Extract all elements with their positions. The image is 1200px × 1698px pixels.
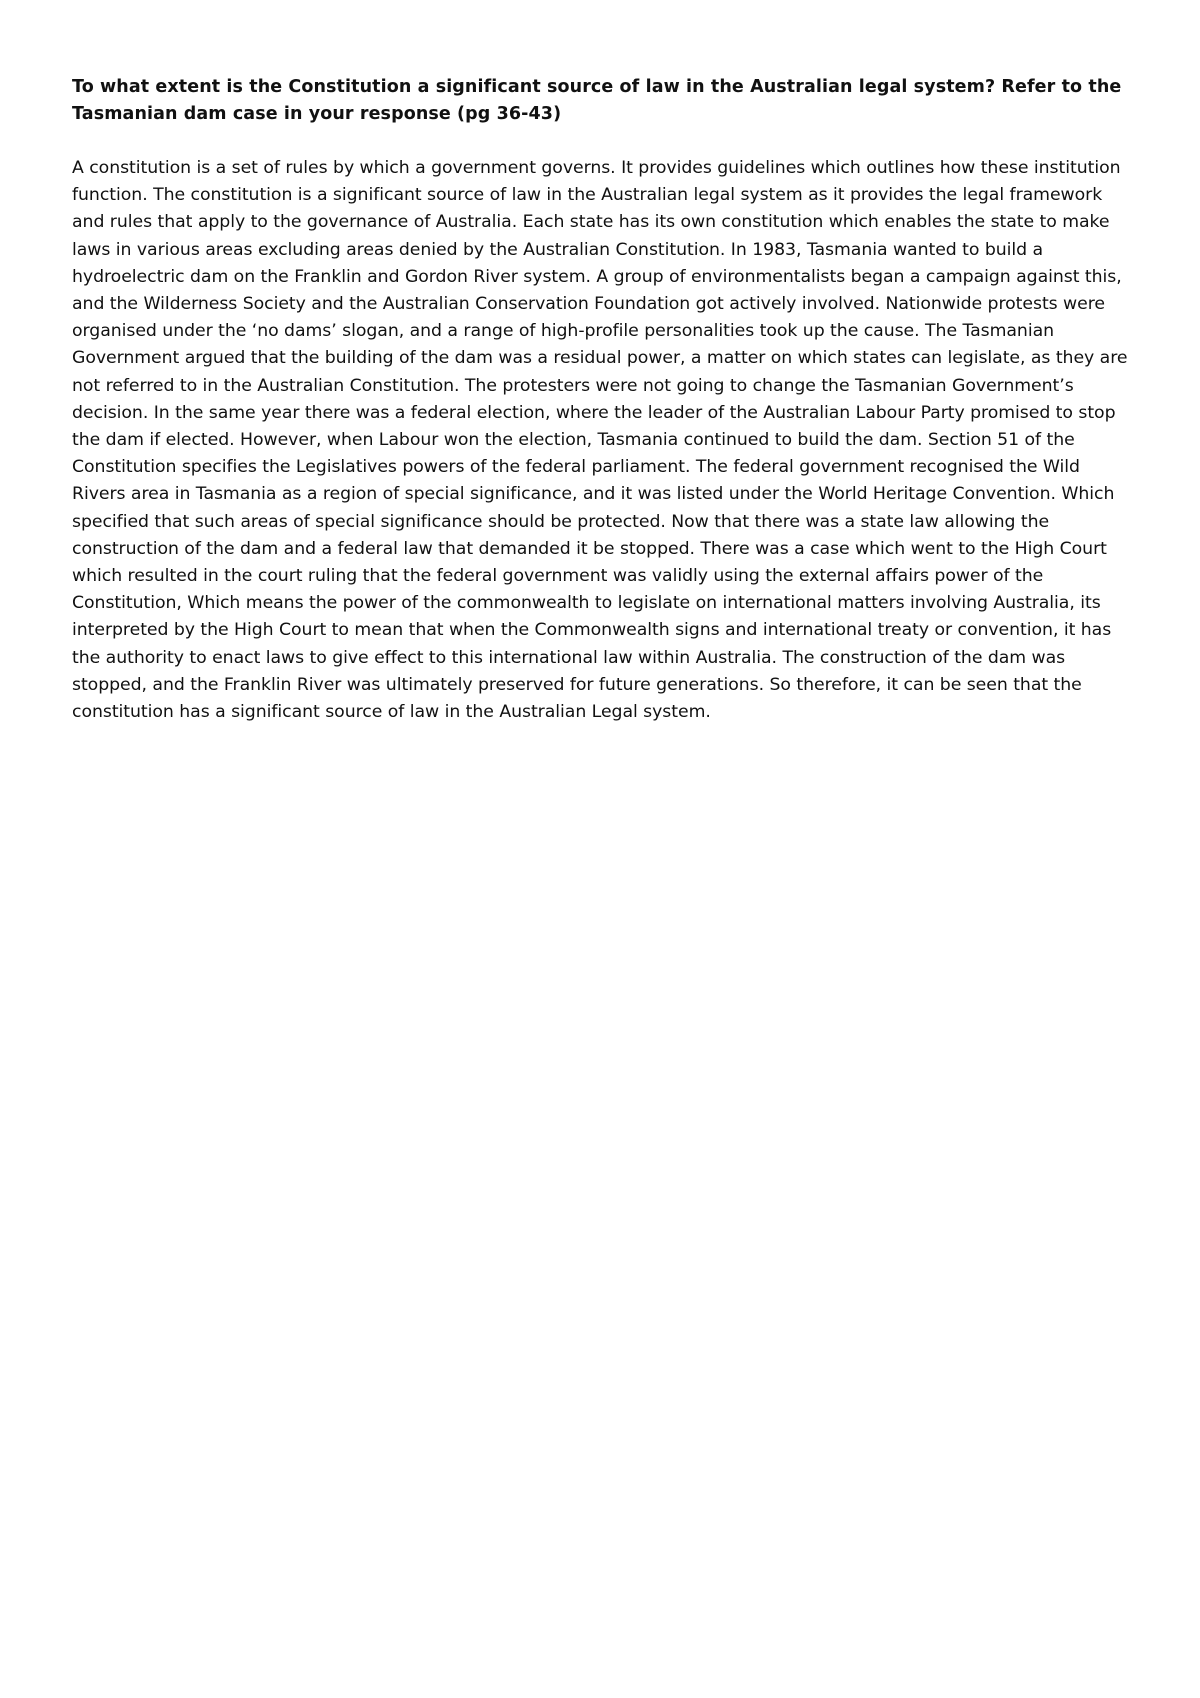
document-body (72, 74, 1136, 726)
essay-question: To what extent is the Constitution a significant source of law in the Australian legal system? Refer to the Tasmanian dam case in your response (pg 36-43) (72, 77, 1122, 124)
essay-answer: A constitution is a set of rules by which a government governs. It provides guidelines which outlines how these institution function. The constitution is a significant source of law in the Australian legal system as it provides the legal framework and rules that apply to the governance of Australia. Each state has its own constitution which enables the state to make laws in various areas excluding areas denied by the Australian Constitution. In 1983, Tasmania wanted to build a hydroelectric dam on the Franklin and Gordon River system. A group of environmentalists began a campaign against this, and the Wilderness Society and the Australian Conservation Foundation got actively involved. Nationwide protests were organised under the ‘no dams’ slogan, and a range of high-profile personalities took up the cause. The Tasmanian Government argued that the building of the dam was a residual power, a matter on which states can legislate, as they are not referred to in the Australian Constitution. The protesters were not going to change the Tasmanian Government’s decision. In the same year there was a federal election, where the leader of the Australian Labour Party promised to stop the dam if elected. However, when Labour won the election, Tasmania continued to build the dam. Section 51 of the Constitution specifies the Legislatives powers of the federal parliament. The federal government recognised the Wild Rivers area in Tasmania as a region of special significance, and it was listed under the World Heritage Convention. Which specified that such areas of special significance should be protected. Now that there was a state law allowing the construction of the dam and a federal law that demanded it be stopped. There was a case which went to the High Court which resulted in the court ruling that the federal government was validly using the external affairs power of the Constitution, Which means the power of the commonwealth to legislate on international matters involving Australia, its interpreted by the High Court to mean that when the Commonwealth signs and international treaty or convention, it has the authority to enact laws to give effect to this international law within Australia. The construction of the dam was stopped, and the Franklin River was ultimately preserved for future generations. So therefore, it can be seen that the constitution has a significant source of law in the Australian Legal system. (72, 158, 1128, 723)
